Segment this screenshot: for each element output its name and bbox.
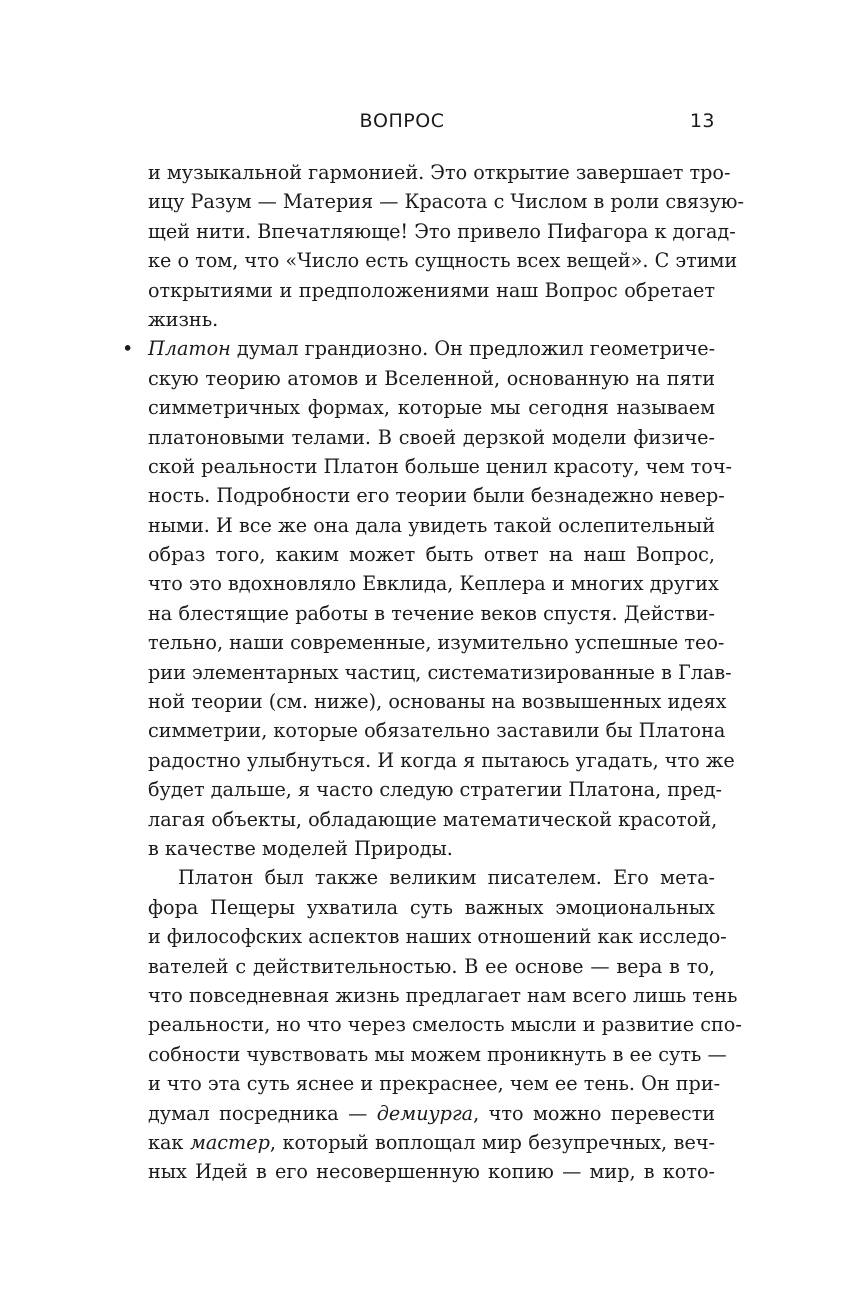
text-line: тельно, наши современные, изумительно успешные тео- bbox=[148, 631, 725, 655]
text-span: как bbox=[148, 1130, 190, 1154]
page-number: 13 bbox=[689, 110, 715, 132]
text-line: и музыкальной гармонией. Это открытие завершает тро- bbox=[148, 161, 731, 184]
text-span: думал грандиозно. Он предложил геометриче- bbox=[230, 337, 716, 361]
text-line: что это вдохновляло Евклида, Кеплера и многих других bbox=[148, 572, 719, 596]
text-line: рии элементарных частиц, систематизированные в Глав- bbox=[148, 660, 732, 684]
text-line: Платон был также великим писателем. Его мета- bbox=[178, 866, 715, 890]
text-line: щей нити. Впечатляюще! Это привело Пифагора к догад- bbox=[148, 219, 736, 243]
text-line: фора Пещеры ухватила суть важных эмоциональных bbox=[148, 895, 715, 919]
chapter-title: ВОПРОС bbox=[359, 110, 445, 132]
text-line: скую теорию атомов и Вселенной, основанную на пяти bbox=[148, 366, 715, 390]
text-span: , который воплощал мир безупречных, веч- bbox=[269, 1130, 715, 1154]
text-line: реальности, но что через смелость мысли и развитие спо- bbox=[148, 1013, 742, 1037]
text-span: , что можно перевести bbox=[473, 1101, 715, 1125]
text-line: собности чувствовать мы можем проникнуть в ее суть — bbox=[148, 1042, 727, 1066]
text-line: что повседневная жизнь предлагает нам всего лишь тень bbox=[148, 983, 738, 1007]
text-line: лагая объекты, обладающие математической красотой, bbox=[148, 807, 718, 831]
text-line: в качестве моделей Природы. bbox=[148, 836, 453, 860]
italic-term: мастер bbox=[189, 1130, 270, 1154]
body-text bbox=[122, 158, 744, 1187]
text-line: ных Идей в его несовершенную копию — мир, в кото- bbox=[148, 1160, 715, 1184]
text-line: ской реальности Платон больше ценил красоту, чем точ- bbox=[148, 454, 733, 478]
bullet-marker: • bbox=[122, 337, 134, 361]
text-span: думал посредника — bbox=[148, 1101, 377, 1125]
text-line: ицу Разум — Материя — Красота с Числом в роли связую- bbox=[148, 190, 744, 214]
text-line: симметрии, которые обязательно заставили бы Платона bbox=[148, 719, 726, 743]
text-line: ность. Подробности его теории были безнадежно невер- bbox=[148, 484, 725, 508]
text-line: радостно улыбнуться. И когда я пытаюсь угадать, что же bbox=[148, 748, 735, 772]
text-line: платоновыми телами. В своей дерзкой модели физиче- bbox=[148, 425, 715, 449]
text-line: и что эта суть яснее и прекраснее, чем ее тень. Он при- bbox=[148, 1072, 721, 1096]
text-line: открытиями и предположениями наш Вопрос обретает bbox=[148, 278, 715, 302]
text-line: ке о том, что «Число есть сущность всех вещей». С этими bbox=[148, 249, 738, 273]
text-line: образ того, каким может быть ответ на наш Вопрос, bbox=[148, 543, 715, 567]
text-line: и философских аспектов наших отношений как исследо- bbox=[148, 925, 727, 949]
text-line-with-italic bbox=[148, 1099, 715, 1128]
text-line: симметричных формах, которые мы сегодня называем bbox=[148, 396, 715, 420]
text-line: вателей с действительностью. В ее основе — вера в то, bbox=[148, 954, 715, 978]
bullet-item-first-line bbox=[122, 334, 716, 363]
text-line: на блестящие работы в течение веков спустя. Действи- bbox=[148, 601, 715, 625]
text-line: жизнь. bbox=[148, 307, 219, 331]
text-line: ной теории (см. ниже), основаны на возвышенных идеях bbox=[148, 690, 727, 714]
italic-term: Платон bbox=[148, 337, 231, 361]
italic-term: демиурга bbox=[376, 1101, 474, 1125]
text-line: будет дальше, я часто следую стратегии Платона, пред- bbox=[148, 778, 723, 802]
text-line: ными. И все же она дала увидеть такой ослепительный bbox=[148, 513, 715, 537]
text-line-with-italic bbox=[148, 1128, 715, 1157]
